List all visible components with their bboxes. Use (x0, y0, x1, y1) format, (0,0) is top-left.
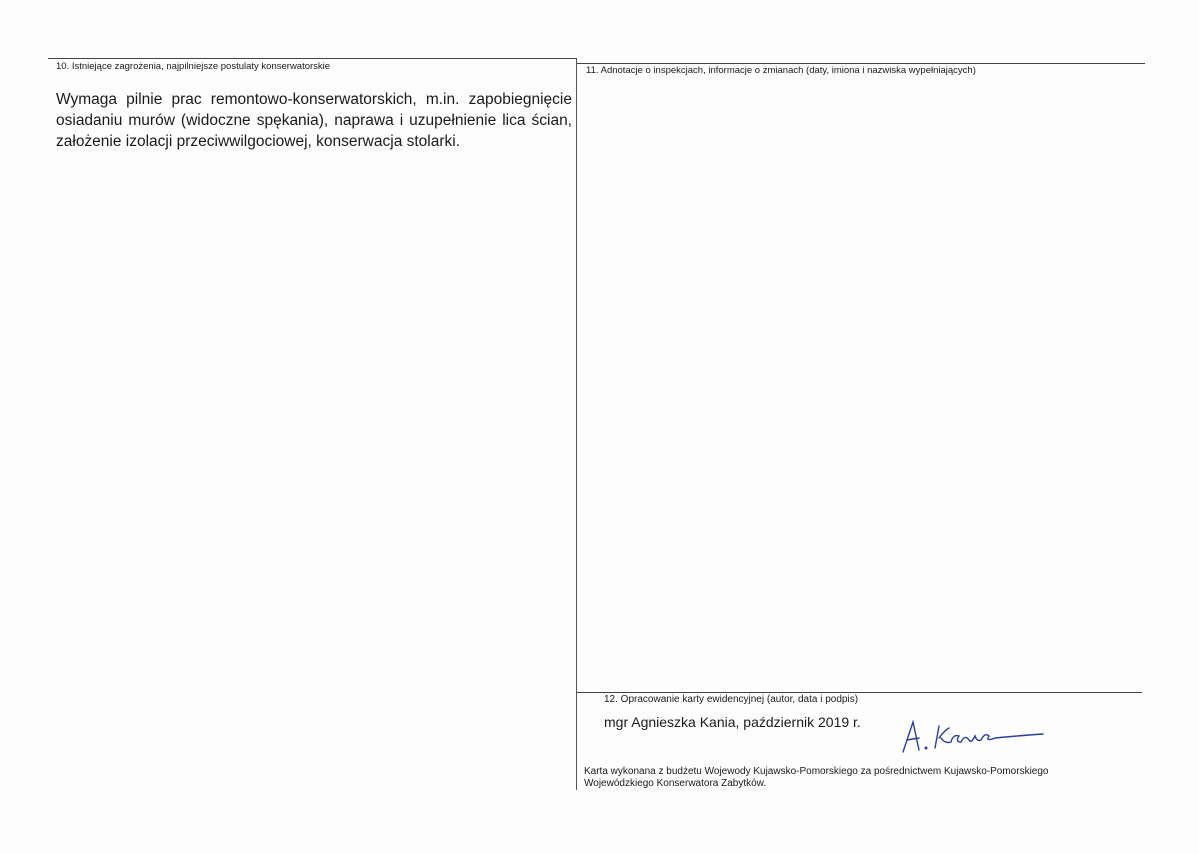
section11-title: 11. Adnotacje o inspekcjach, informacje o zmianach (daty, imiona i nazwiska wypełniających) (586, 65, 976, 76)
top-rule (48, 58, 576, 59)
top-rule-right (576, 63, 1145, 64)
column-divider (576, 58, 577, 790)
section10-text: Wymaga pilnie prac remontowo-konserwatorskich, m.in. zapobiegnięcie osiadaniu murów (widoczne spękania), naprawa i uzupełnienie lica ścian, założenie izolacji przeciwwilgociowej, konserwacja stolarki. (56, 91, 572, 150)
section10-title: 10. Istniejące zagrożenia, najpilniejsze postulaty konserwatorskie (56, 61, 331, 72)
signature (895, 718, 1050, 756)
funding-note-line1: Karta wykonana z budżetu Wojewody Kujawsko-Pomorskiego za pośrednictwem Kujawsko-Pomorskiego (584, 766, 1049, 777)
author-line: mgr Agnieszka Kania, październik 2019 r. (604, 714, 861, 730)
section12-title: 12. Opracowanie karty ewidencyjnej (autor, data i podpis) (604, 694, 859, 705)
funding-note (584, 766, 1048, 790)
section12-rule (576, 692, 1142, 693)
funding-note-line2: Wojewódzkiego Konserwatora Zabytków. (584, 778, 767, 789)
